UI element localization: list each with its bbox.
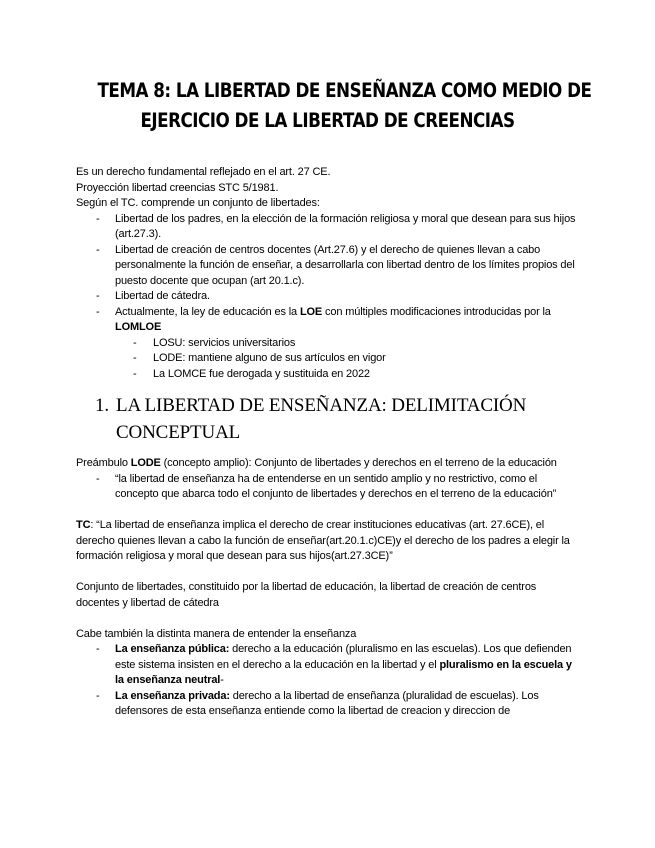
sublist-item: - LODE: mantiene alguno de sus artículos en vigor: [76, 351, 576, 367]
item-text: con múltiples modificaciones introducidas por la: [322, 305, 551, 318]
section-title-line-2: CONCEPTUAL: [116, 422, 241, 443]
preambulo-paragraph: [76, 456, 576, 472]
item-text: derecho a la libertad de enseñanza (pluralidad de escuelas). Los defensores de esta enseñanza entiende como la libertad de creacion y direccion de: [115, 689, 539, 717]
section-number: 1.: [95, 395, 109, 416]
laws-sublist: [76, 336, 576, 383]
item-bold: La enseñanza privada:: [115, 689, 230, 702]
section-heading: [76, 392, 576, 446]
item-text: -: [220, 674, 224, 686]
tc-bold: TC: [76, 519, 91, 531]
list-item: [76, 305, 576, 383]
preambulo-prefix: Preámbulo: [76, 457, 131, 469]
tc-paragraph: [76, 518, 576, 565]
title-line-1: TEMA 8: LA LIBERTAD DE ENSEÑANZA COMO MEDIO DE: [97, 79, 592, 102]
tc-text: : “La libertad de enseñanza implica el derecho de crear instituciones educativas (art. 27.6CE), el derecho quienes llevan a cabo la función de enseñar(art.20.1.c)CE)y el derecho de los padres a elegir la formación religiosa y moral que desean para sus hijos(art.27.3CE)”: [76, 519, 570, 562]
list-item: [76, 642, 576, 689]
item-text: derecho a la educación (pluralismo en las escuelas). Los que defienden este sistema insisten en el derecho a la educación en la libertad y el: [115, 643, 572, 671]
list-item: [76, 689, 576, 720]
item-bold: pluralismo en la escuela y la enseñanza neutral: [115, 658, 572, 686]
list-item: - “la libertad de enseñanza ha de entenderse en un sentido amplio y no restrictivo, como el concepto que abarca todo el conjunto de libertades y derechos en el terreno de la educación”: [76, 472, 576, 503]
sublist-item: - La LOMCE fue derogada y sustituida en 2022: [76, 367, 576, 383]
item-bold: LOMLOE: [115, 321, 162, 333]
document-body: [76, 165, 576, 720]
item-text: Actualmente, la ley de educación es la: [115, 305, 300, 318]
title-line-2: EJERCICIO DE LA LIBERTAD DE CREENCIAS: [140, 109, 515, 132]
ensenanza-list: [76, 642, 576, 720]
sublist-item: - LOSU: servicios universitarios: [76, 336, 576, 352]
list-item: - Libertad de creación de centros docentes (Art.27.6) y el derecho de quienes llevan a cabo personalmente la función de enseñar, a desarrollarla con libertad dentro de los límites propios del puesto docente que ocupan (art 20.1.c).: [76, 243, 576, 290]
list-item: - Libertad de cátedra.: [76, 289, 576, 305]
item-bold: La enseñanza pública:: [115, 643, 230, 655]
document-title: [97, 76, 592, 136]
conjunto-paragraph: Conjunto de libertades, constituido por la libertad de educación, la libertad de creación de centros docentes y libertad de cátedra: [76, 581, 537, 609]
list-item: - Libertad de los padres, en la elección de la formación religiosa y moral que desean para sus hijos (art.27.3).: [76, 212, 576, 243]
preambulo-list: [76, 472, 576, 503]
cabe-intro: Cabe también la distinta manera de entender la enseñanza: [76, 627, 357, 640]
intro-line-1: Es un derecho fundamental reflejado en el art. 27 CE.: [76, 166, 331, 178]
preambulo-text: (concepto amplio): Conjunto de libertades y derechos en el terreno de la educación: [160, 457, 557, 469]
libertades-list: [76, 212, 576, 383]
intro-line-3: Según el TC. comprende un conjunto de libertades:: [76, 197, 320, 209]
section-title-line-1: LA LIBERTAD DE ENSEÑANZA: DELIMITACIÓN: [116, 395, 527, 416]
intro-line-2: Proyección libertad creencias STC 5/1981.: [76, 181, 279, 194]
preambulo-bold: LODE: [130, 457, 161, 469]
item-bold: LOE: [299, 305, 323, 318]
